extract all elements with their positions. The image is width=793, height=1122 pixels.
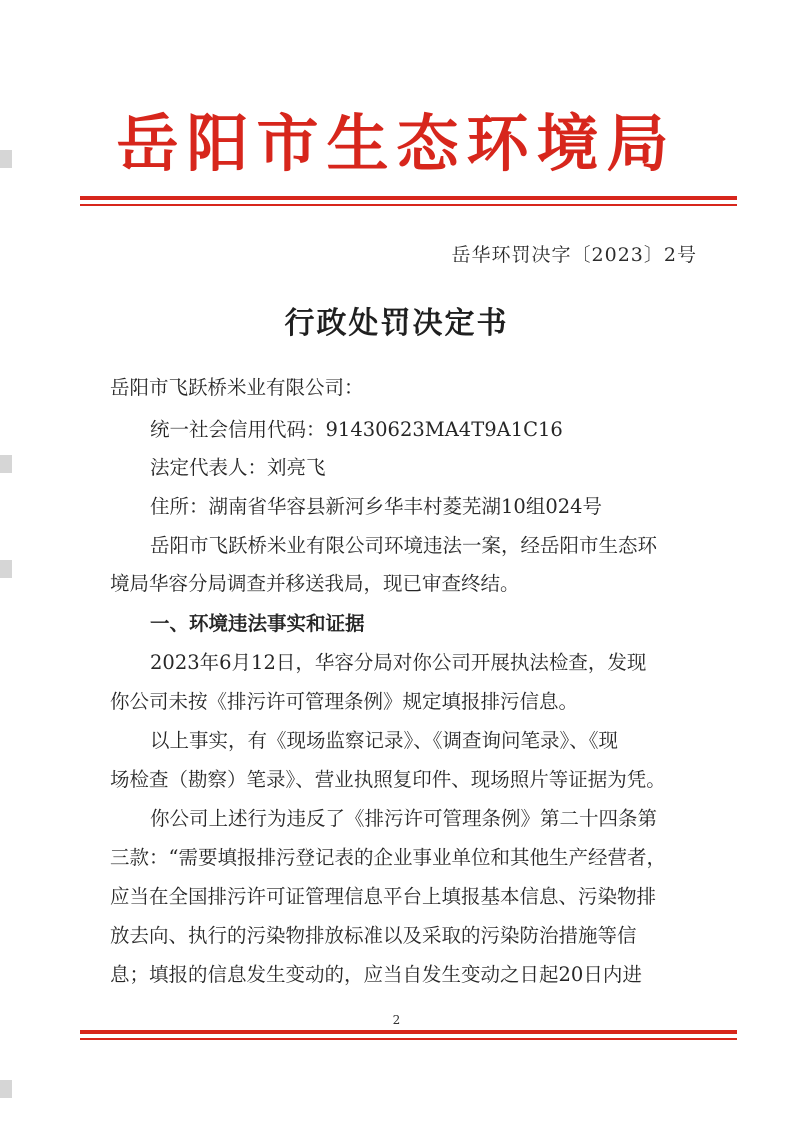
address-line: 住所：湖南省华容县新河乡华丰村菱芜湖10组024号: [150, 495, 603, 518]
violation-paragraph-line: 放去向、执行的污染物排放标准以及采取的污染防治措施等信: [110, 924, 637, 947]
facts-paragraph-line: 2023年6月12日，华容分局对你公司开展执法检查，发现: [150, 651, 647, 674]
scan-edge-mark: [0, 560, 12, 578]
facts-paragraph-line: 你公司未按《排污许可管理条例》规定填报排污信息。: [110, 690, 579, 713]
org-header-title: 岳阳市生态环境局: [116, 107, 677, 180]
legal-rep-line: 法定代表人：刘亮飞: [150, 456, 326, 479]
document-title: 行政处罚决定书: [284, 306, 509, 341]
evidence-paragraph-line: 以上事实，有《现场监察记录》、《调查询问笔录》、《现: [150, 729, 619, 752]
header-rule-thick: [80, 196, 737, 200]
evidence-paragraph-line: 场检查（勘察）笔录》、营业执照复印件、现场照片等证据为凭。: [110, 768, 666, 791]
document-number: 岳华环罚决字〔2023〕2号: [451, 244, 697, 266]
credit-code-line: 统一社会信用代码：91430623MA4T9A1C16: [150, 418, 563, 441]
scan-edge-mark: [0, 1080, 12, 1098]
violation-paragraph-line: 息；填报的信息发生变动的，应当自发生变动之日起20日内进: [110, 963, 642, 986]
intro-paragraph-line: 岳阳市飞跃桥米业有限公司环境违法一案，经岳阳市生态环: [150, 534, 658, 557]
recipient-line: 岳阳市飞跃桥米业有限公司：: [110, 376, 364, 399]
violation-paragraph-line: 三款：“需要填报排污登记表的企业事业单位和其他生产经营者，: [110, 846, 666, 869]
scan-edge-mark: [0, 455, 12, 473]
footer-rule-thin: [80, 1038, 737, 1040]
footer-rule-thick: [80, 1030, 737, 1034]
intro-paragraph-line: 境局华容分局调查并移送我局，现已审查终结。: [110, 572, 520, 595]
violation-paragraph-line: 你公司上述行为违反了《排污许可管理条例》第二十四条第: [150, 807, 658, 830]
section-heading: 一、环境违法事实和证据: [150, 612, 365, 635]
page-number: 2: [392, 1013, 401, 1027]
header-rule-thin: [80, 204, 737, 206]
violation-paragraph-line: 应当在全国排污许可证管理信息平台上填报基本信息、污染物排: [110, 885, 657, 908]
